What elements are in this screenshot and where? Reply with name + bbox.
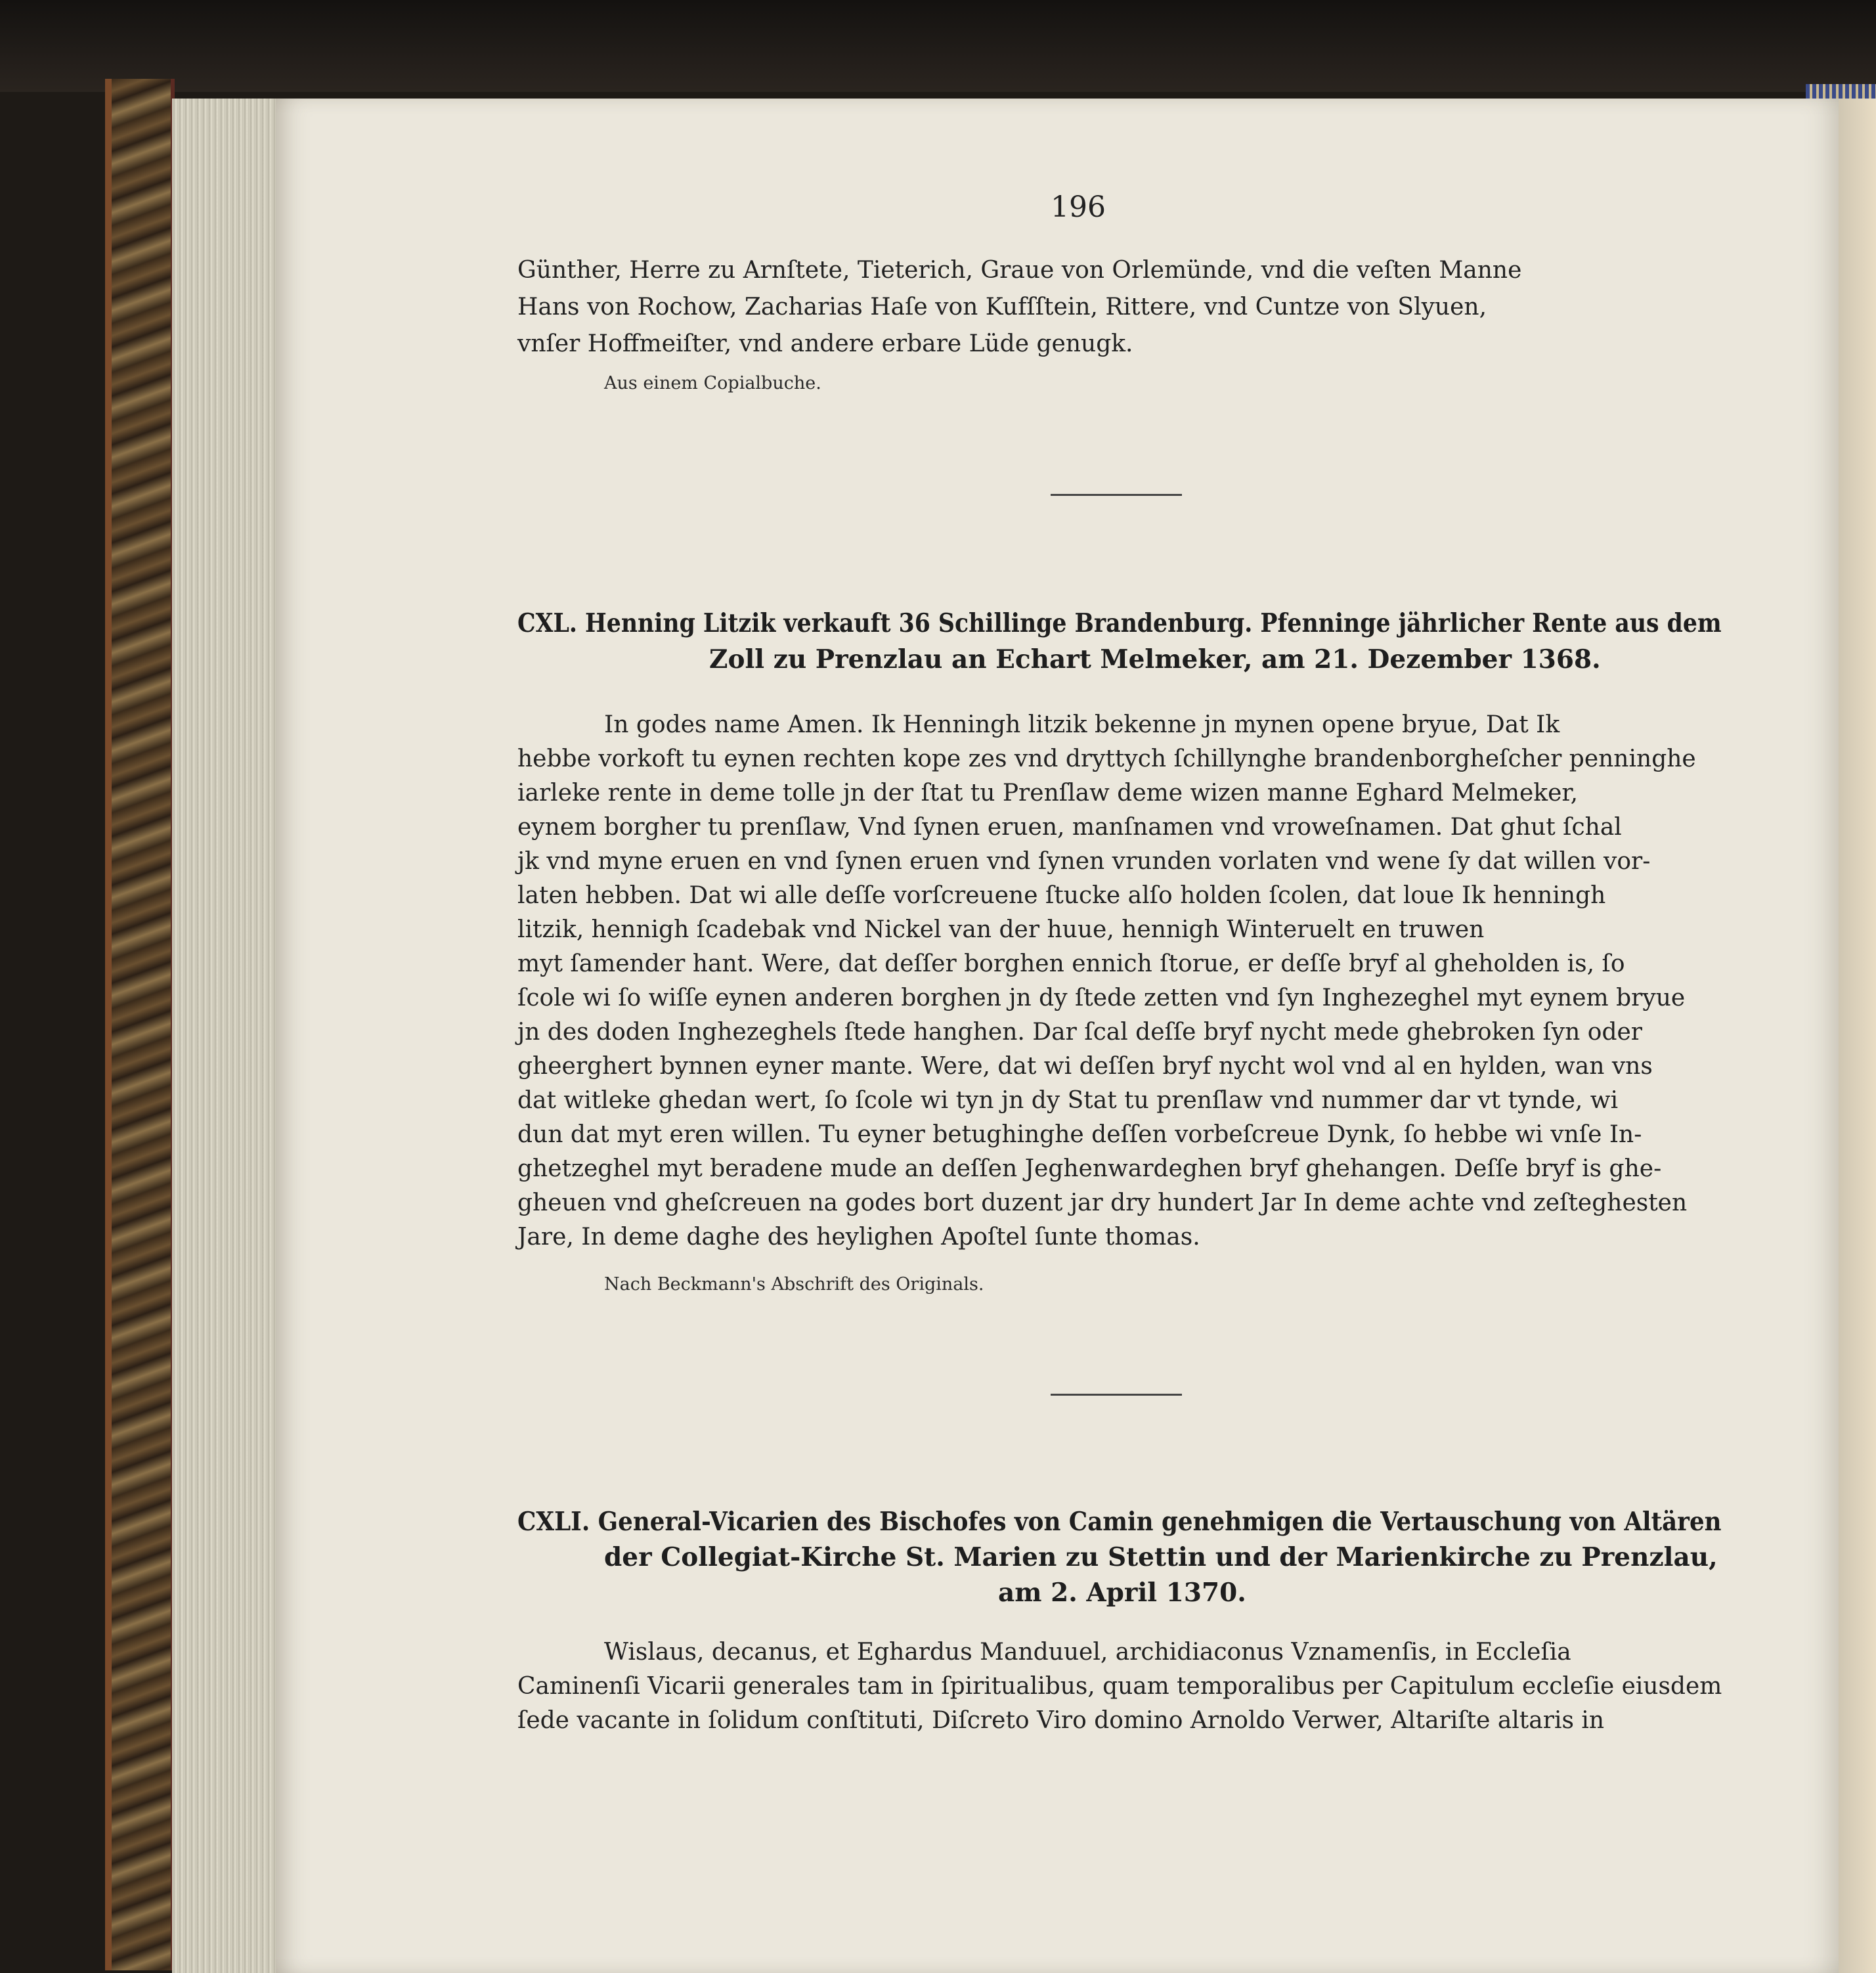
section-divider [1051, 494, 1182, 496]
cxl-body-line: laten hebben. Dat wi alle deſſe vorſcreuene ſtucke alſo holden ſcolen, dat loue Ik henningh [517, 882, 1606, 909]
cxl-body-line: In godes name Amen. Ik Henningh litzik bekenne jn mynen opene bryue, Dat Ik [604, 711, 1560, 738]
cxl-body-line: gheerghert bynnen eyner mante. Were, dat wi deſſen bryf nycht wol vnd al en hylden, wan vns [517, 1053, 1653, 1080]
section-divider [1051, 1394, 1182, 1396]
cxl-body-line: dun dat myt eren willen. Tu eyner betughinghe deſſen vorbeſcreue Dynk, ſo hebbe wi vnſe In- [517, 1121, 1642, 1148]
cxl-source-note: Nach Beckmann's Abschrift des Originals. [604, 1274, 984, 1295]
cxl-body-line: ſcole wi ſo wiſſe eynen anderen borghen jn dy ſtede zetten vnd ſyn Inghezeghel myt eynem bryue [517, 985, 1686, 1011]
cxl-body-line: hebbe vorkoft tu eynen rechten kope zes vnd dryttych ſchillynghe brandenborgheſcher penninghe [517, 745, 1696, 772]
section-cxli-heading: CXLI. General-Vicarien des Bischofes von Camin genehmigen die Vertauschung von Altären [517, 1507, 1722, 1537]
section-cxli-heading: am 2. April 1370. [998, 1578, 1246, 1608]
cxl-body-line: gheuen vnd gheſcreuen na godes bort duzent jar dry hundert Jar In deme achte vnd zeſteghesten [517, 1189, 1688, 1216]
cxl-body-line: jn des doden Inghezeghels ſtede hanghen. Dar ſcal deſſe bryf nycht mede ghebroken ſyn oder [517, 1019, 1643, 1046]
cxl-body-line: dat witleke ghedan wert, ſo ſcole wi tyn jn dy Stat tu prenſlaw vnd nummer dar vt tynde, wi [517, 1087, 1619, 1114]
section-cxl-heading: CXL. Henning Litzik verkauft 36 Schillinge Brandenburg. Pfenninge jährlicher Rente aus dem [517, 608, 1722, 638]
cxl-body-line: iarleke rente in deme tolle jn der ſtat tu Prenſlaw deme wizen manne Eghard Melmeker, [517, 780, 1579, 807]
cxl-body-line: litzik, hennigh ſcadebak vnd Nickel van der huue, hennigh Winteruelt en truwen [517, 916, 1485, 943]
intro-line: Günther, Herre zu Arnſtete, Tieterich, Graue von Orlemünde, vnd die veſten Manne [517, 257, 1522, 284]
section-cxl-heading: Zoll zu Prenzlau an Echart Melmeker, am 21. Dezember 1368. [709, 644, 1601, 675]
cxl-body-line: jk vnd myne eruen en vnd ſynen eruen vnd ſynen vrunden vorlaten vnd wene ſy dat willen vor- [517, 848, 1651, 875]
section-cxli-heading: der Collegiat-Kirche St. Marien zu Stettin und der Marienkirche zu Prenzlau, [604, 1542, 1718, 1572]
cxl-body-line: Jare, In deme daghe des heylighen Apoſtel ſunte thomas. [517, 1224, 1200, 1251]
cxl-body-line: ghetzeghel myt beradene mude an deſſen Jeghenwardeghen bryf ghehangen. Deſſe bryf is ghe- [517, 1155, 1662, 1182]
cxli-body-line: Caminenſi Vicarii generales tam in ſpiritualibus, quam temporalibus per Capitulum eccleſie eiusdem [517, 1673, 1722, 1700]
cxl-body-line: eynem borgher tu prenſlaw, Vnd ſynen eruen, manſnamen vnd vroweſnamen. Dat ghut ſchal [517, 814, 1622, 841]
cxli-body-line: ſede vacante in ſolidum conſtituti, Diſcreto Viro domino Arnoldo Verwer, Altariſte altaris in [517, 1707, 1605, 1734]
page-number: 196 [1051, 190, 1106, 224]
intro-source-note: Aus einem Copialbuche. [604, 373, 821, 393]
intro-line: Hans von Rochow, Zacharias Haſe von Kufſſtein, Rittere, vnd Cuntze von Slyuen, [517, 294, 1487, 321]
cxli-body-line: Wislaus, decanus, et Eghardus Manduuel, archidiaconus Vznamenſis, in Eccleſia [604, 1639, 1571, 1666]
intro-line: vnſer Hoffmeiſter, vnd andere erbare Lüde genugk. [517, 330, 1133, 357]
cxl-body-line: myt ſamender hant. Were, dat deſſer borghen ennich ſtorue, er deſſe bryf al gheholden is, ſo [517, 950, 1625, 977]
